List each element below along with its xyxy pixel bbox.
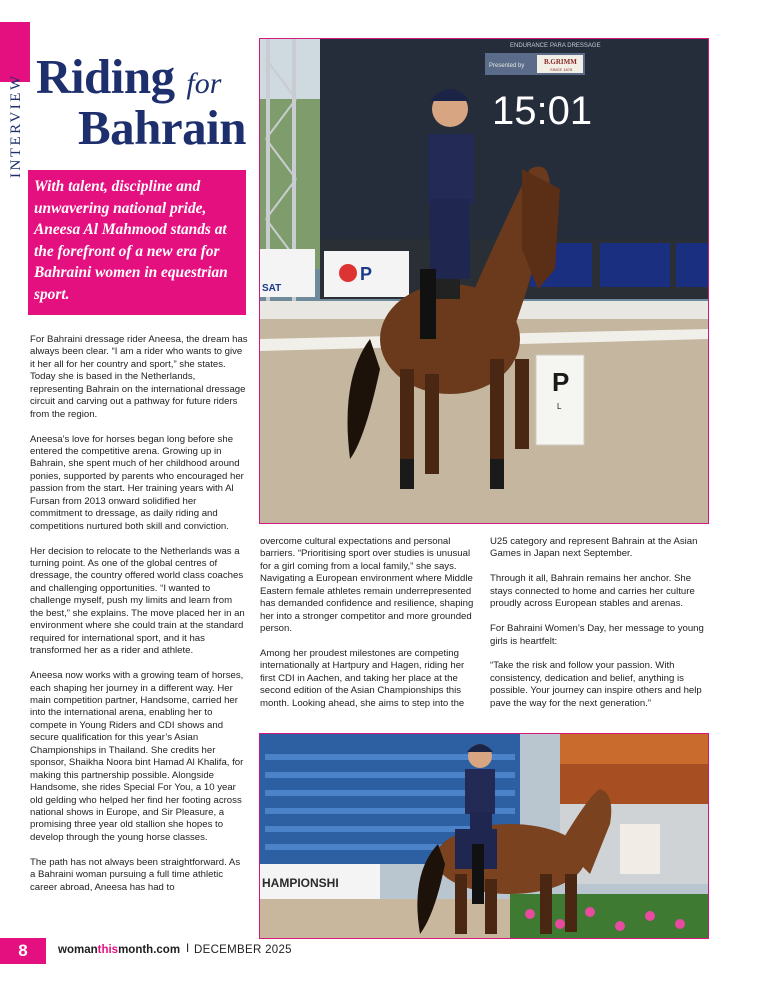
sponsor-logo-text: B.GRIMM	[544, 58, 577, 66]
page-number: 8	[0, 938, 46, 964]
paragraph: overcome cultural expectations and personal barriers. “Prioritising sport over studies is unusual for a girl coming from a local family,” she says. Navigating a European environment where Middle Eastern female athletes remain underrepresented has demanded confidence and resilience, shaping her into a stronger competitor and more grounded person.	[260, 536, 474, 635]
lead-standfirst: With talent, discipline and unwavering national pride, Aneesa Al Mahmood stands at the forefront of a new era for Bahraini women in equestrian sport.	[28, 170, 246, 315]
title-part-1: Riding	[36, 49, 175, 104]
footer-separator: I	[186, 943, 190, 955]
paragraph: Her decision to relocate to the Netherlands was a turning point. As one of the global centres of dressage, the country offered world class coaches and challenging opportunities. “I wanted to challenge myself, push my limits and learn from the best,” she explains. The move placed her in an environment where she could train at the standard required for international sport, and it has transformed her as a rider and athlete.	[30, 545, 245, 657]
article-column-1	[30, 334, 248, 907]
paragraph: Aneesa’s love for horses began long before she entered the competitive arena. Growing up in Bahrain, she spent much of her childhood around ponies, supported by parents who encouraged her passion from the start. Her training years with Al Fursan from 2013 onward solidified her commitment to dressage, as daily riding and competitions nurtured both skill and conviction.	[30, 433, 244, 532]
page-footer	[0, 938, 768, 968]
arena-letter-sub: L	[557, 402, 562, 411]
screen-label-endurance: ENDURANCE	[510, 43, 549, 49]
article-column-2	[260, 536, 478, 723]
article-column-3	[490, 536, 712, 723]
title-part-2: for	[186, 67, 222, 100]
championship-banner: HAMPIONSHI	[262, 876, 339, 890]
banner-sat: SAT	[262, 283, 282, 294]
banner-p: P	[360, 264, 373, 284]
site-url: womanthismonth.com	[58, 944, 181, 956]
presented-by: Presented by	[489, 63, 525, 69]
issue-date: DECEMBER 2025	[194, 944, 292, 956]
section-label: INTERVIEW	[8, 73, 24, 178]
paragraph: The path has not always been straightforward. As a Bahraini woman pursuing a full time athletic career abroad, Aneesa has had to	[30, 856, 241, 893]
screen-label-para: PARA DRESSAGE	[550, 43, 601, 49]
sponsor-sub: SINCE 1878	[550, 67, 573, 72]
paragraph: Among her proudest milestones are competing internationally at Hartpury and Hagen, riding her first CDI in Aachen, and taking her place at the second edition of the Asian Championships this month. Looking ahead, she aims to step into the	[260, 648, 465, 709]
paragraph: U25 category and represent Bahrain at the Asian Games in Japan next September.	[490, 536, 698, 560]
paragraph: For Bahraini dressage rider Aneesa, the dream has always been clear. “I am a rider who wants to give it her all for her country and sport,” she states. Today she is based in the Netherlands, representing Bahrain on the international dressage circuit and carving out a pathway for future riders from the region.	[30, 334, 248, 420]
title-part-3: Bahrain	[77, 100, 246, 155]
paragraph: Through it all, Bahrain remains her anchor. She stays connected to home and carries her culture proudly across European stables and arenas.	[490, 573, 695, 610]
secondary-photo	[259, 733, 709, 939]
clock-readout: 15:01	[492, 89, 593, 133]
hero-photo	[259, 38, 709, 524]
paragraph: Aneesa now works with a growing team of horses, each shaping her journey in a different way. Her main competition partner, Handsome, carried her into the international arena, enabling her to compete in Young Riders and CDI shows and secure qualification for this year’s Asian Championships in Thailand. She credits her sponsor, Shaikha Noora bint Hamad Al Khalifa, for making this partnership possible. Alongside Handsome, she rides Special For You, a 10 year old gelding who helped her find her footing across national shows in Europe, and Sir Pleasure, a promising three year old stallion she hopes to develop through the young horse classes.	[30, 670, 244, 843]
paragraph: For Bahraini Women’s Day, her message to young girls is heartfelt:	[490, 623, 704, 647]
article-title	[36, 49, 246, 155]
paragraph: “Take the risk and follow your passion. With consistency, dedication and belief, anything is possible. Your journey can inspire others and help pave the way for the next generation.”	[490, 660, 702, 709]
arena-letter: P	[552, 367, 570, 397]
